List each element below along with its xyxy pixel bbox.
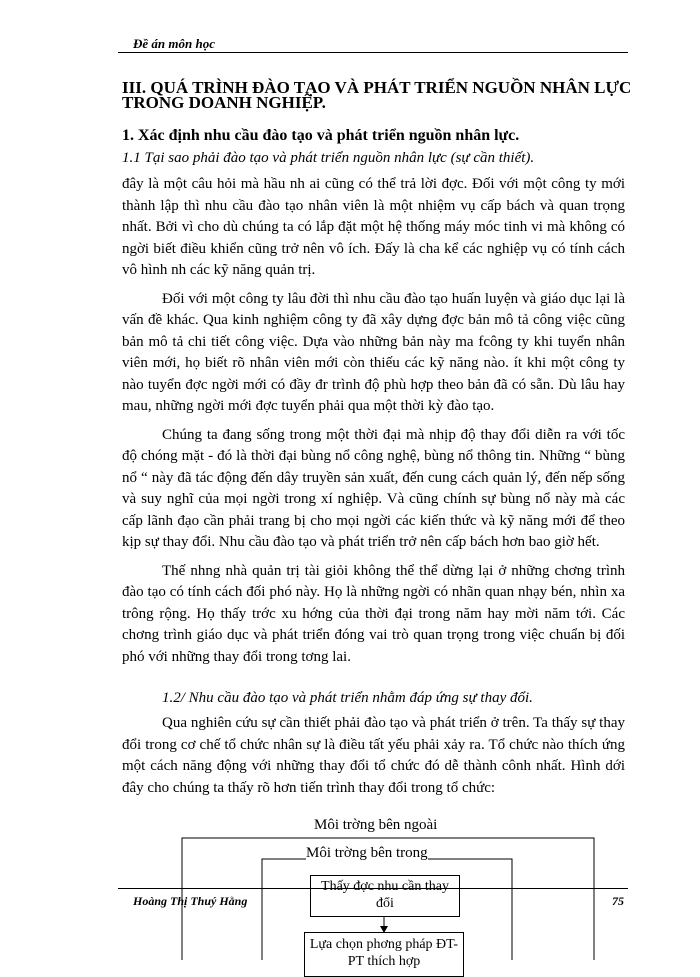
paragraph: Chúng ta đang sống trong một thời đại mà nhịp độ thay đổi diễn ra với tốc độ chóng mặt - đó là thời đại bùng nổ công nghệ, bùng nổ thông tin. Những “ bùng nổ “ này đã tác động đến dây truyền sản xuất, đến cung cách quản lý, đến nếp sống và suy nghĩ của mọi ngời trong xí nghiệp. Và cũng chính sự bùng nổ này mà các cấp lãnh đạo cần phải trang bị cho mọi ngời các kiến thức và kỹ năng mới để theo kịp sự thay đổi. Nhu cầu đào tạo và phát triển trở nên cấp bách hơn bao giờ hết.	[122, 426, 625, 550]
running-header: Đề án môn học	[133, 36, 215, 51]
step-box-recognize-need: Thấy đợc nhu cần thay đổi	[310, 875, 460, 917]
footer-rule	[118, 888, 628, 889]
inner-environment-label: Môi trờng bên trong	[306, 845, 428, 861]
footer-author: Hoàng Thị Thuý Hằng	[133, 894, 248, 908]
section-title: III. QUÁ TRÌNH ĐÀO TẠO VÀ PHÁT TRIỂN NGUỒN NHÂN LỰC TRONG DOANH NGHIỆP.	[122, 78, 632, 112]
subsection-heading: 1. Xác định nhu cầu đào tạo và phát triển nguồn nhân lực.	[122, 127, 520, 144]
paragraph: đây là một câu hỏi mà hầu nh ai cũng có thể trả lời đợc. Đối với một công ty mới thành lập thì nhu cầu đào tạo nhân viên là một nhiệm vụ cấp bách và quan trọng nhất. Bởi vì cho dù chúng ta có lắp đặt một hệ thống máy móc tinh vi mà không có ngời biết điều khiển cũng trở nên vô ích. Đấy là cha kể các nghiệp vụ có tính cách vô hình nh các kỹ năng quản trị.	[122, 176, 625, 278]
paragraph: Đối với một công ty lâu đời thì nhu cầu đào tạo huấn luyện và giáo dục lại là vấn đề khác. Qua kinh nghiệm công ty đã xây dựng đợc bản mô tả công việc cũng bản mô tả chi tiết công việc. Dựa vào những bản này ma fcông ty khi tuyển nhân viên mới, họ biết rõ nhân viên mới còn thiếu các kỹ năng nào. ít khi một công ty nào tuyển đợc ngời mới có đầy đr trình độ phù hợp theo bản đã có sẵn. Dù lâu hay mau, những ngời mới đợc tuyển phải qua một thời kỳ đào tạo.	[122, 290, 625, 414]
header-rule	[118, 52, 628, 53]
outer-environment-label: Môi trờng bên ngoài	[314, 817, 438, 833]
step-box-choose-method: Lựa chọn phơng pháp ĐT-PT thích hợp	[304, 932, 464, 977]
paragraph: Thế nhng nhà quản trị tài giỏi không thể thể dừng lại ở những chơng trình đào tạo có tính cách đối phó này. Họ là những ngời có nhãn quan nhạy bén, nhìn xa trông rộng. Họ thấy trớc xu hớng của thời đại trong năm hay mời năm tới. Các chơng trình giáo dục và phát triển đóng vai trò quan trọng trong việc chuẩn bị đối phó với những thay đổi trong tơng lai.	[122, 562, 625, 665]
body-block-2	[122, 713, 625, 799]
paragraph: Qua nghiên cứu sự cần thiết phải đào tạo và phát triển ở trên. Ta thấy sự thay đổi trong cơ chế tổ chức nhân sự là điều tất yếu phải xảy ra. Tổ chức nào thích ứng một cách năng động với những thay đổi tổ chức đó dễ thành cônh nhất. Hình dới đây cho chúng ta thấy rõ hơn tiến trình thay đổi trong tổ chức:	[122, 715, 625, 796]
page-number: 75	[612, 894, 624, 908]
subsection-1-2-heading: 1.2/ Nhu cầu đào tạo và phát triển nhằm đáp ứng sự thay đổi.	[162, 690, 533, 706]
body-block-1	[122, 174, 625, 668]
subsection-1-1-heading: 1.1 Tại sao phải đào tạo và phát triển nguồn nhân lực (sự cần thiết).	[122, 150, 535, 166]
